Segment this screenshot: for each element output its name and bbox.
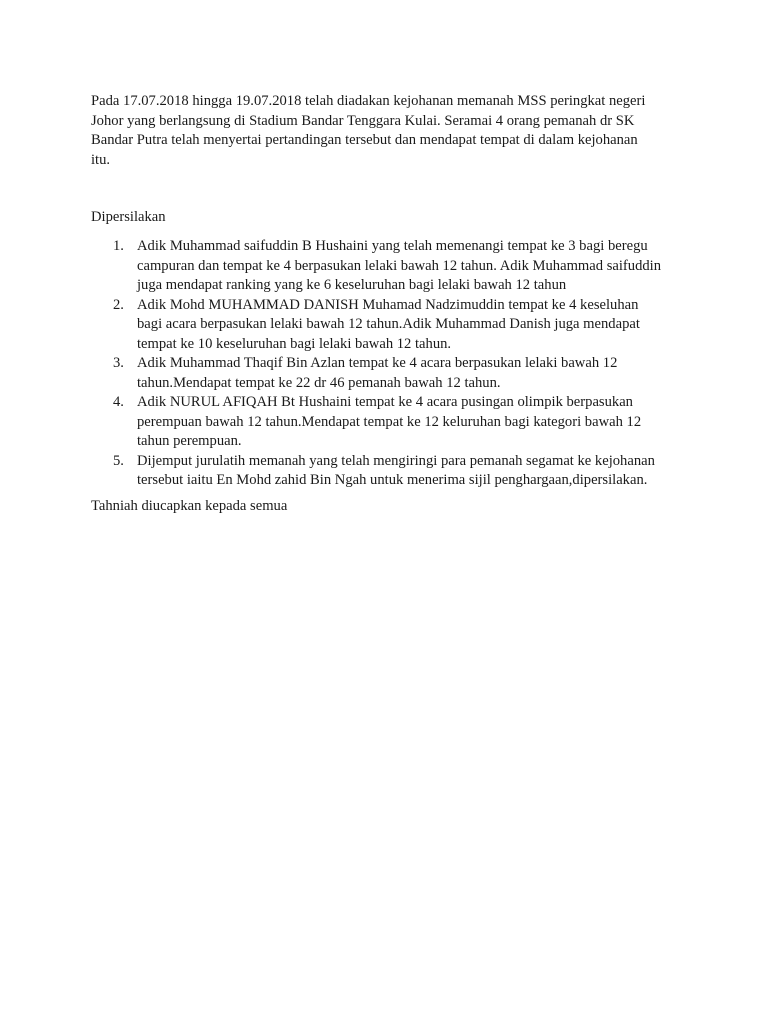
list-item-line: tahun perempuan. xyxy=(137,433,242,449)
list-item-line: Adik Muhammad saifuddin B Hushaini yang telah memenangi tempat ke 3 bagi beregu xyxy=(137,238,648,254)
numbered-list xyxy=(0,237,768,491)
list-item xyxy=(0,237,768,296)
list-item-line: juga mendapat ranking yang ke 6 keseluruhan bagi lelaki bawah 12 tahun xyxy=(137,277,567,293)
intro-line: Johor yang berlangsung di Stadium Bandar Tenggara Kulai. Seramai 4 orang pemanah dr SK xyxy=(91,112,635,129)
list-item-text xyxy=(137,237,768,296)
intro-line: Bandar Putra telah menyertai pertandingan tersebut dan mendapat tempat di dalam kejohanan xyxy=(91,132,638,148)
list-item-line: tempat ke 10 keseluruhan bagi lelaki bawah 12 tahun. xyxy=(137,335,452,352)
list-item-line: Dijemput jurulatih memanah yang telah mengiringi para pemanah segamat ke kejohanan xyxy=(137,452,655,469)
list-item-text xyxy=(137,354,768,393)
list-item-number: 2. xyxy=(113,296,124,313)
list-item-line: campuran dan tempat ke 4 berpasukan lelaki bawah 12 tahun. Adik Muhammad saifuddin xyxy=(137,257,662,274)
list-item-line: tahun.Mendapat tempat ke 22 dr 46 pemanah bawah 12 tahun. xyxy=(137,374,501,391)
list-item xyxy=(0,393,768,452)
list-item-number: 5. xyxy=(113,452,124,469)
intro-line: itu. xyxy=(91,151,111,168)
list-item-text xyxy=(137,452,768,491)
list-item-number: 3. xyxy=(113,355,124,371)
intro-paragraph xyxy=(91,92,691,170)
closing-line: Tahniah diucapkan kepada semua xyxy=(91,498,288,514)
list-item xyxy=(0,452,768,491)
list-item-line: tersebut iaitu En Mohd zahid Bin Ngah untuk menerima sijil penghargaan,dipersilakan. xyxy=(137,472,648,488)
list-item-line: perempuan bawah 12 tahun.Mendapat tempat ke 12 keluruhan bagi kategori bawah 12 xyxy=(137,413,642,430)
list-item-line: bagi acara berpasukan lelaki bawah 12 tahun.Adik Muhammad Danish juga mendapat xyxy=(137,316,640,332)
list-item-text xyxy=(137,393,768,452)
list-item-number: 1. xyxy=(113,238,124,254)
list-item xyxy=(0,296,768,355)
list-item-line: Adik Muhammad Thaqif Bin Azlan tempat ke 4 acara berpasukan lelaki bawah 12 xyxy=(137,355,618,371)
section-heading: Dipersilakan xyxy=(91,209,166,225)
list-item-text xyxy=(137,296,768,355)
intro-line: Pada 17.07.2018 hingga 19.07.2018 telah diadakan kejohanan memanah MSS peringkat negeri xyxy=(91,93,646,109)
list-item-line: Adik NURUL AFIQAH Bt Hushaini tempat ke 4 acara pusingan olimpik berpasukan xyxy=(137,394,633,410)
list-item-line: Adik Mohd MUHAMMAD DANISH Muhamad Nadzimuddin tempat ke 4 keseluhan xyxy=(137,296,639,313)
list-item-number: 4. xyxy=(113,394,124,410)
list-item xyxy=(0,354,768,393)
